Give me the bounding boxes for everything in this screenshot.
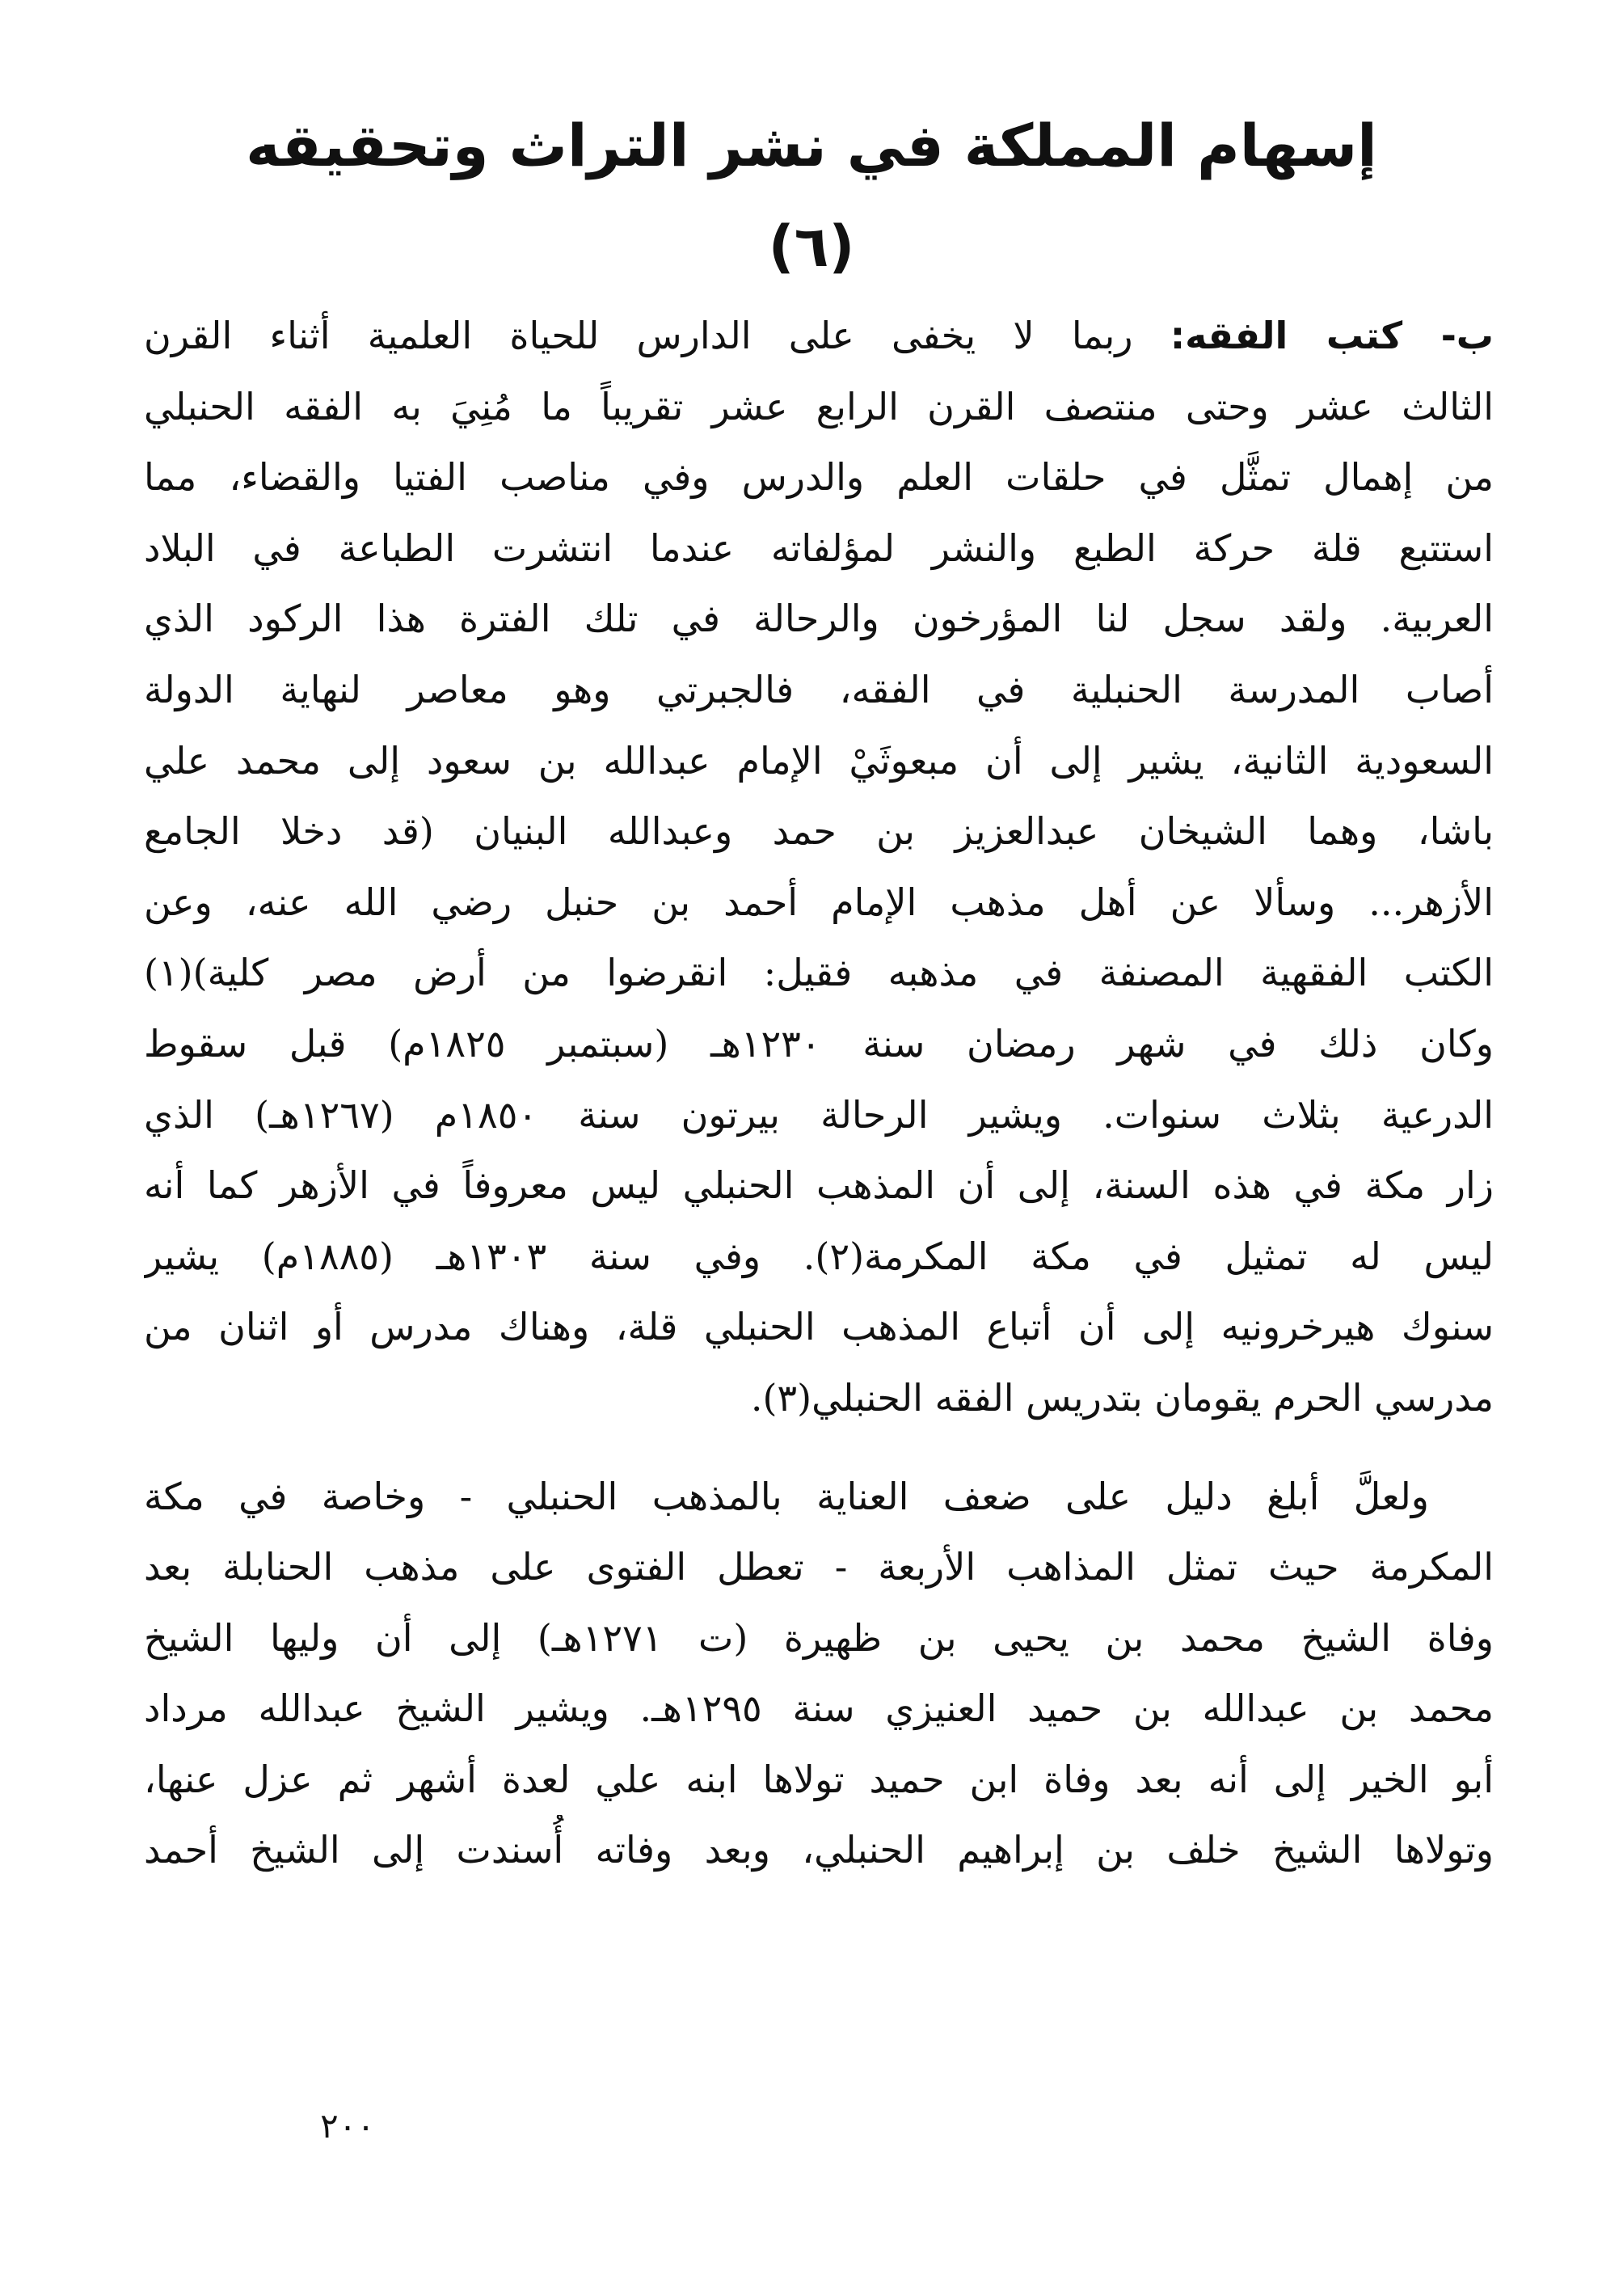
- text-line: وفاة الشيخ محمد بن يحيى بن ظهيرة (ت ١٢٧١هـ) إلى أن وليها الشيخ: [144, 1615, 1494, 1660]
- body-text: [144, 301, 1494, 1886]
- text-line: المكرمة حيث تمثل المذاهب الأربعة - تعطل الفتوى على مذهب الحنابلة بعد: [144, 1545, 1494, 1589]
- text-line: السعودية الثانية، يشير إلى أن مبعوثَيْ الإمام عبدالله بن سعود إلى محمد علي: [144, 738, 1494, 783]
- page-number: ٢٠٠: [320, 2106, 375, 2146]
- text-line: سنوك هيرخرونيه إلى أن أتباع المذهب الحنبلي قلة، وهناك مدرس أو اثنان من: [144, 1305, 1494, 1349]
- text-line: باشا، وهما الشيخان عبدالعزيز بن حمد وعبدالله البنيان (قد دخلا الجامع: [144, 809, 1494, 854]
- text-line: الدرعية بثلاث سنوات. ويشير الرحالة بيرتون سنة ١٨٥٠م (١٢٦٧هـ) الذي: [144, 1092, 1494, 1137]
- text-line: ليس له تمثيل في مكة المكرمة(٢). وفي سنة ١٣٠٣هـ (١٨٨٥م) يشير: [144, 1234, 1494, 1278]
- text-line: العربية. ولقد سجل لنا المؤرخون والرحالة في تلك الفترة هذا الركود الذي: [144, 597, 1494, 641]
- text-line: استتبع قلة حركة الطبع والنشر لمؤلفاته عندما انتشرت الطباعة في البلاد: [144, 525, 1494, 570]
- text-line: وتولاها الشيخ خلف بن إبراهيم الحنبلي، وبعد وفاته أُسندت إلى الشيخ أحمد: [144, 1828, 1494, 1872]
- text-line: الكتب الفقهية المصنفة في مذهبه فقيل: انقرضوا من أرض مصر كلية)(١): [144, 951, 1494, 995]
- text-line: [144, 301, 1494, 372]
- text-line: محمد بن عبدالله بن حميد العنيزي سنة ١٢٩٥هـ. ويشير الشيخ عبدالله مرداد: [144, 1686, 1494, 1731]
- text-line: من إهمال تمثَّل في حلقات العلم والدرس وفي مناصب الفتيا والقضاء، مما: [144, 455, 1494, 500]
- text-line: الثالث عشر وحتى منتصف القرن الرابع عشر تقريباً ما مُنِيَ به الفقه الحنبلي: [144, 384, 1494, 428]
- text-line: أبو الخير إلى أنه بعد وفاة ابن حميد تولاها ابنه علي لعدة أشهر ثم عزل عنها،: [144, 1757, 1494, 1801]
- text-line: مدرسي الحرم يقومان بتدريس الفقه الحنبلي(٣).: [750, 1375, 1494, 1420]
- text-line: ولعلَّ أبلغ دليل على ضعف العناية بالمذهب الحنبلي - وخاصة في مكة: [144, 1474, 1429, 1518]
- part-number: (٦): [768, 213, 855, 280]
- text-line: الأزهر... وسألا عن أهل مذهب الإمام أحمد بن حنبل رضي الله عنه، وعن: [144, 880, 1494, 924]
- text-line-content: ربما لا يخفى على الدارس للحياة العلمية أثناء القرن: [144, 314, 1133, 357]
- paragraph-gap: [144, 1434, 1494, 1462]
- section-lead: ب- كتب الفقه:: [1170, 314, 1494, 357]
- text-line: زار مكة في هذه السنة، إلى أن المذهب الحنبلي ليس معروفاً في الأزهر كما أنه: [144, 1163, 1494, 1208]
- page-title: إسهام المملكة في نشر التراث وتحقيقه: [246, 112, 1377, 179]
- text-line: وكان ذلك في شهر رمضان سنة ١٢٣٠هـ (سبتمبر ١٨٢٥م) قبل سقوط: [144, 1021, 1494, 1066]
- text-line: أصاب المدرسة الحنبلية في الفقه، فالجبرتي وهو معاصر لنهاية الدولة: [144, 667, 1494, 711]
